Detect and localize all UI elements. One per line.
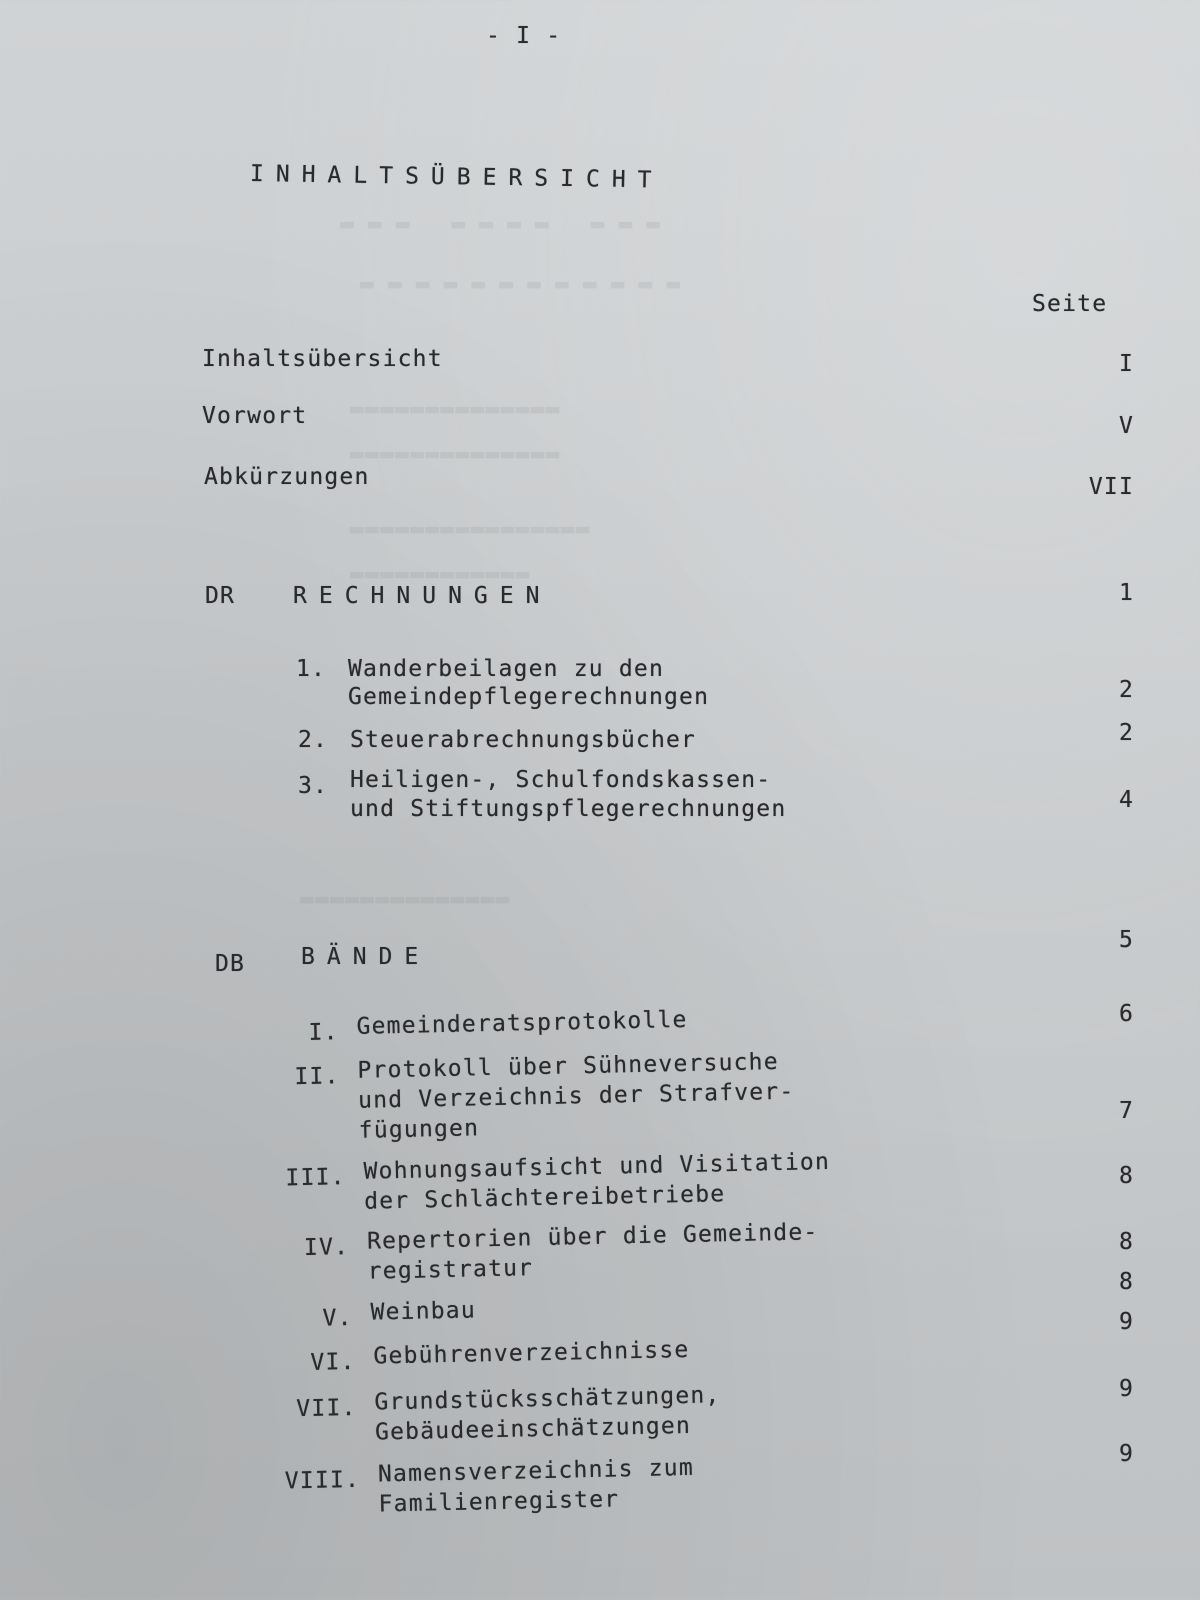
toc-entry-label: Vorwort — [202, 403, 308, 429]
toc-item-line: Steuerabrechnungsbücher — [350, 727, 697, 753]
toc-item-page: 6 — [1118, 1001, 1134, 1027]
toc-item-line: registratur — [367, 1255, 534, 1285]
toc-item-page: 9 — [1118, 1309, 1134, 1335]
toc-item-number: V. — [322, 1304, 353, 1332]
toc-item-page: 2 — [1118, 720, 1134, 746]
show-through-bar: ▬▬▬▬▬▬▬▬▬▬▬▬▬▬▬▬ — [350, 516, 591, 542]
toc-item-number: II. — [294, 1063, 340, 1091]
show-through-bar: ▬▬▬▬▬▬▬▬▬▬▬▬▬▬ — [300, 886, 511, 912]
page-column-header: Seite — [1032, 291, 1108, 317]
toc-entry-page: VII — [1088, 474, 1134, 500]
toc-item-line: und Stiftungspflegerechnungen — [350, 796, 787, 822]
toc-entry-page: V — [1118, 413, 1134, 439]
toc-item-line: Namensverzeichnis zum — [377, 1454, 695, 1488]
toc-item-page: 9 — [1118, 1441, 1134, 1467]
toc-entry-page: I — [1118, 351, 1134, 377]
toc-item-line: Gebührenverzeichnisse — [373, 1336, 690, 1370]
toc-entry-label: Abkürzungen — [204, 464, 370, 490]
toc-item-line: Gemeinderatsprotokolle — [356, 1006, 688, 1040]
toc-item-number: 3. — [298, 773, 329, 799]
toc-item-line: Gemeindepflegerechnungen — [348, 684, 710, 710]
document-title: INHALTSÜBERSICHT — [249, 161, 664, 194]
show-through-bar: ▬▬▬ ▬▬▬▬ ▬▬▬ — [340, 211, 675, 237]
show-through-bar: ▬▬▬▬▬▬▬▬▬▬▬▬ — [350, 561, 531, 587]
toc-item-line: Grundstücksschätzungen, — [374, 1382, 721, 1416]
section-title: BÄNDE — [301, 944, 431, 970]
section-page: 5 — [1118, 927, 1134, 953]
page-number: - I - — [486, 23, 562, 49]
toc-item-line: Familienregister — [378, 1486, 620, 1518]
show-through-bar: ▬▬▬▬▬▬▬▬▬▬▬▬▬▬ — [350, 441, 561, 467]
toc-item-number: VI. — [310, 1348, 356, 1376]
toc-item-line: Wohnungsaufsicht und Visitation — [363, 1148, 831, 1185]
section-code: DB — [215, 951, 246, 977]
toc-item-line: der Schlächtereibetriebe — [363, 1181, 726, 1215]
toc-item-page: 7 — [1118, 1098, 1134, 1124]
toc-entry-label: Inhaltsübersicht — [202, 346, 443, 372]
section-page: 1 — [1118, 580, 1134, 606]
toc-item-number: I. — [308, 1019, 339, 1046]
section-code: DR — [205, 583, 236, 609]
toc-item-line: Heiligen-, Schulfondskassen- — [350, 767, 772, 793]
show-through-bar: ▬▬▬▬▬▬▬▬▬▬▬▬▬▬ — [350, 396, 561, 422]
toc-item-line: Protokoll über Sühneversuche — [357, 1048, 780, 1084]
toc-item-line: fügungen — [358, 1115, 480, 1144]
section-title: RECHNUNGEN — [293, 583, 552, 609]
show-through-bar: ▬▬▬▬▬▬▬▬▬▬▬▬ — [360, 271, 695, 297]
toc-item-number: IV. — [303, 1234, 350, 1261]
toc-item-page: 8 — [1118, 1269, 1134, 1295]
toc-item-page: 2 — [1118, 677, 1134, 703]
toc-item-line: Repertorien über die Gemeinde- — [366, 1219, 819, 1255]
toc-item-line: Weinbau — [370, 1297, 477, 1326]
toc-item-page: 9 — [1118, 1376, 1134, 1402]
toc-item-line: und Verzeichnis der Strafver- — [357, 1078, 795, 1114]
toc-item-line: Wanderbeilagen zu den — [348, 656, 664, 682]
toc-item-number: 2. — [298, 727, 329, 753]
toc-item-line: Gebäudeeinschätzungen — [374, 1412, 692, 1446]
toc-item-number: III. — [285, 1164, 346, 1192]
toc-item-number: VII. — [296, 1394, 357, 1423]
toc-item-page: 4 — [1118, 787, 1134, 813]
toc-item-number: VIII. — [284, 1466, 361, 1495]
toc-item-page: 8 — [1118, 1229, 1134, 1255]
toc-item-page: 8 — [1118, 1163, 1134, 1189]
toc-item-number: 1. — [296, 656, 327, 682]
